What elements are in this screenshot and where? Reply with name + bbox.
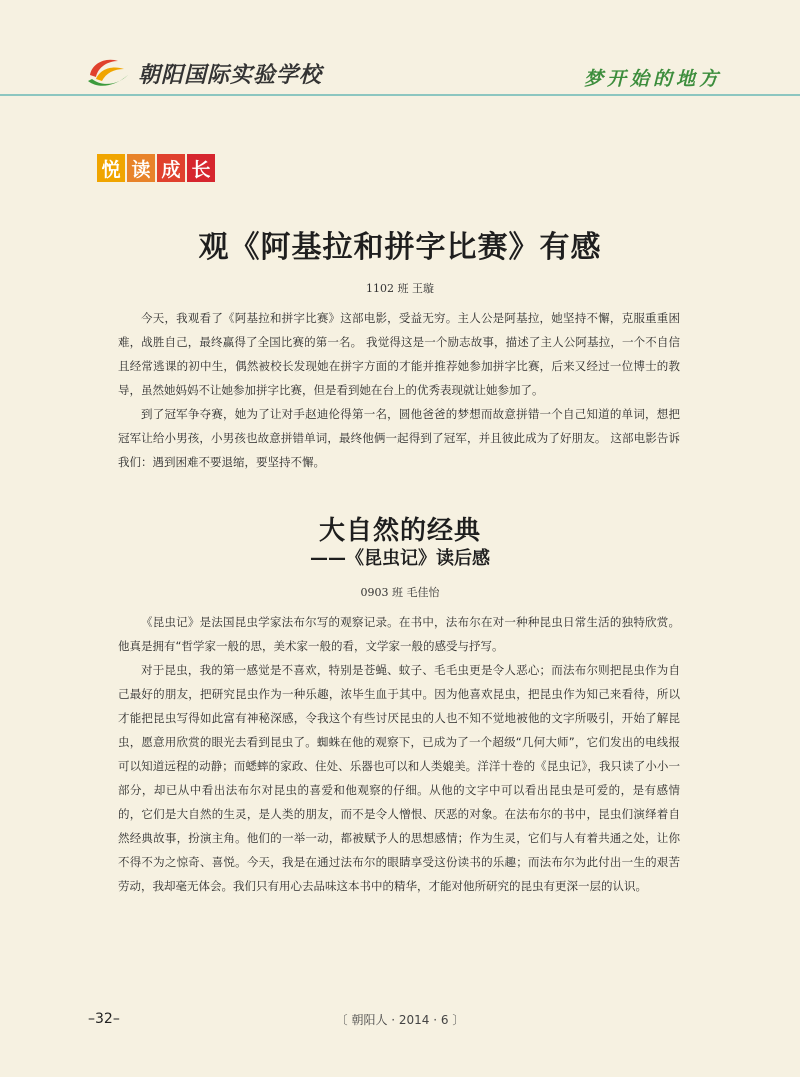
header-divider	[0, 94, 800, 96]
article2-paragraph: 对于昆虫，我的第一感觉是不喜欢，特别是苍蝇、蚊子、毛毛虫更是令人恶心；而法布尔则把昆虫作为自己最好的朋友，把研究昆虫作为一种乐趣，浓毕生血于其中。因为他喜欢昆虫，把昆虫作为知己来看待，所以才能把昆虫写得如此富有神秘深感，令我这个有些讨厌昆虫的人也不知不觉地被他的文字所吸引，开始了解昆虫，愿意用欣赏的眼光去看到昆虫了。蜘蛛在他的观察下，已成为了一个超级“几何大师”，它们发出的电线报可以知道远程的动静；而蟋蟀的家政、住处、乐器也可以和人类媲美。洋洋十卷的《昆虫记》，我只读了小小一部分，却已从中看出法布尔对昆虫的喜爱和他观察的仔细。从他的文字中可以看出昆虫是可爱的，是有感情的，它们是大自然的生灵，是人类的朋友，而不是令人憎恨、厌恶的对象。在法布尔的书中，昆虫们演绎着自然经典故事，扮演主角。他们的一举一动，都被赋予人的思想感情；作为生灵，它们与人有着共通之处，让你不得不为之惊奇、喜悦。今天，我是在通过法布尔的眼睛享受这份读书的乐趣；而法布尔为此付出一生的艰苦劳动，我却毫无体会。我们只有用心去品味这本书中的精华，才能对他所研究的昆虫有更深一层的认识。	[118, 663, 680, 893]
section-tag-char: 长	[187, 154, 215, 182]
school-logo-icon	[84, 55, 132, 89]
article2-paragraph: 《昆虫记》是法国昆虫学家法布尔写的观察记录。在书中，法布尔在对一种种昆虫日常生活的独特欣赏。他真是拥有“哲学家一般的思，美术家一般的看，文学家一般的感受与抒写。	[118, 615, 680, 653]
article2-byline: 0903 班 毛佳怡	[360, 586, 440, 599]
header-slogan: 梦开始的地方	[583, 68, 722, 90]
article2-subtitle: ——《昆虫记》读后感	[310, 548, 490, 569]
section-tag	[97, 154, 215, 182]
article1-body	[118, 306, 680, 474]
school-name: 朝阳国际实验学校	[138, 62, 323, 88]
article1-paragraph: 今天，我观看了《阿基拉和拼字比赛》这部电影，受益无穷。主人公是阿基拉，她坚持不懈，克服重重困难，战胜自己，最终赢得了全国比赛的第一名。 我觉得这是一个励志故事，描述了主人公阿基拉，一个不自信且经常逃课的初中生，偶然被校长发现她在拼字方面的才能并推荐她参加拼字比赛，后来又经过一位博士的教导，虽然她妈妈不让她参加拼字比赛，但是看到她在台上的优秀表现就让她参加了。	[118, 311, 680, 397]
magazine-issue: 〔 朝阳人 · 2014 · 6 〕	[335, 1013, 465, 1027]
section-tag-char: 读	[127, 154, 155, 182]
section-tag-char: 悦	[97, 154, 125, 182]
page-number: –32–	[88, 1011, 120, 1027]
page-header	[0, 0, 800, 96]
article1-byline: 1102 班 王璇	[366, 282, 434, 295]
article1-paragraph: 到了冠军争夺赛，她为了让对手赵迪伦得第一名，圆他爸爸的梦想而故意拼错一个自己知道的单词，想把冠军让给小男孩，小男孩也故意拼错单词，最终他俩一起得到了冠军，并且彼此成为了好朋友。 这部电影告诉我们：遇到困难不要退缩，要坚持不懈。	[118, 407, 680, 469]
article2-body	[118, 610, 680, 898]
section-tag-char: 成	[157, 154, 185, 182]
article1-title: 观《阿基拉和拼字比赛》有感	[198, 230, 602, 265]
article2-title: 大自然的经典	[318, 516, 481, 546]
